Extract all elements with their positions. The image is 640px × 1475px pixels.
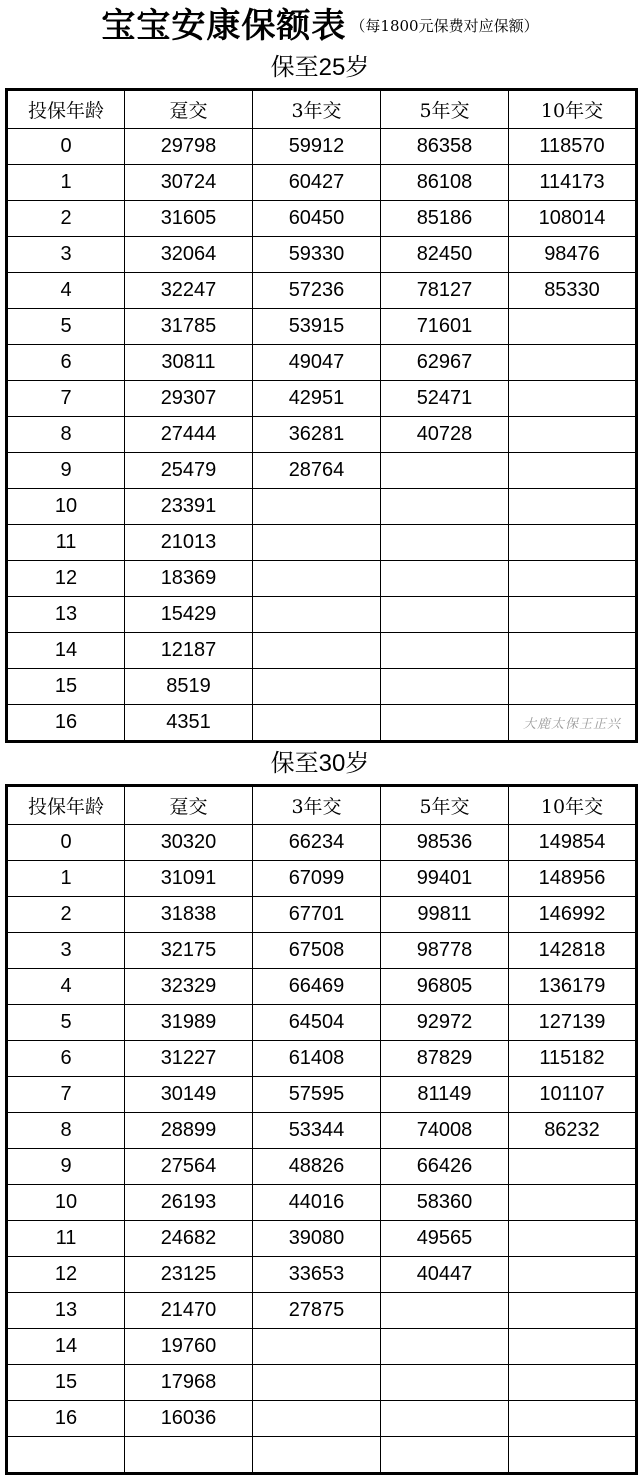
table-row [7, 453, 637, 489]
table-cell [509, 1329, 637, 1365]
table-cell: 49565 [381, 1221, 509, 1257]
table-cell: 29307 [125, 381, 253, 417]
table-cell: 1 [7, 165, 125, 201]
table-cell: 21470 [125, 1293, 253, 1329]
table-cell: 3 [7, 933, 125, 969]
table-cell [509, 489, 637, 525]
table-cell: 32247 [125, 273, 253, 309]
table-cell: 108014 [509, 201, 637, 237]
table-cell [509, 669, 637, 705]
table-cell [381, 669, 509, 705]
table-cell: 39080 [253, 1221, 381, 1257]
document-title-row [0, 0, 640, 52]
table-cell [381, 489, 509, 525]
column-header: 投保年龄 [7, 90, 125, 129]
table-cell: 5 [7, 309, 125, 345]
table-cell: 15 [7, 1365, 125, 1401]
column-header: 3年交 [253, 90, 381, 129]
table-cell: 16 [7, 1401, 125, 1437]
table-cell: 127139 [509, 1005, 637, 1041]
table-cell: 86358 [381, 129, 509, 165]
table-cell: 49047 [253, 345, 381, 381]
table-cell: 136179 [509, 969, 637, 1005]
table-header-row [7, 786, 637, 825]
table-row [7, 1329, 637, 1365]
table-cell [509, 1221, 637, 1257]
table-header-row [7, 90, 637, 129]
table-cell [509, 1365, 637, 1401]
table-cell: 67701 [253, 897, 381, 933]
table-cell: 87829 [381, 1041, 509, 1077]
table-row [7, 237, 637, 273]
table-cell: 118570 [509, 129, 637, 165]
table-cell [509, 1149, 637, 1185]
table-cell: 15429 [125, 597, 253, 633]
table-cell [253, 561, 381, 597]
table-cell: 9 [7, 453, 125, 489]
table-cell: 67508 [253, 933, 381, 969]
table-cell: 30724 [125, 165, 253, 201]
table-cell: 61408 [253, 1041, 381, 1077]
table-cell: 0 [7, 825, 125, 861]
table-row [7, 525, 637, 561]
table-cell: 149854 [509, 825, 637, 861]
table-cell: 148956 [509, 861, 637, 897]
table-cell: 98536 [381, 825, 509, 861]
table-cell: 29798 [125, 129, 253, 165]
table-cell [509, 417, 637, 453]
table-cell: 60427 [253, 165, 381, 201]
table-row [7, 201, 637, 237]
table-cell [381, 1437, 509, 1474]
table-row [7, 969, 637, 1005]
table-cell: 10 [7, 489, 125, 525]
table-row [7, 1113, 637, 1149]
table-cell [381, 1401, 509, 1437]
table-row [7, 1221, 637, 1257]
table-cell: 1 [7, 861, 125, 897]
watermark-cell [509, 705, 637, 742]
table-cell: 6 [7, 1041, 125, 1077]
section-title-30: 保至30岁 [270, 750, 370, 777]
table-row [7, 417, 637, 453]
table-cell: 48826 [253, 1149, 381, 1185]
table-cell [7, 1437, 125, 1474]
table-cell: 17968 [125, 1365, 253, 1401]
table-cell: 14 [7, 633, 125, 669]
table-row [7, 309, 637, 345]
table-cell [253, 1401, 381, 1437]
table-row [7, 1437, 637, 1474]
table-row [7, 489, 637, 525]
table-cell: 85186 [381, 201, 509, 237]
table-cell [125, 1437, 253, 1474]
table-cell [509, 309, 637, 345]
coverage-table-30 [5, 784, 638, 1475]
table-cell: 101107 [509, 1077, 637, 1113]
table-cell: 66469 [253, 969, 381, 1005]
table-cell [381, 525, 509, 561]
table-cell: 60450 [253, 201, 381, 237]
column-header: 10年交 [509, 786, 637, 825]
table-cell: 11 [7, 525, 125, 561]
table-cell: 40447 [381, 1257, 509, 1293]
table-cell: 52471 [381, 381, 509, 417]
table-cell: 92972 [381, 1005, 509, 1041]
table-cell: 13 [7, 597, 125, 633]
column-header: 5年交 [381, 786, 509, 825]
table-cell: 74008 [381, 1113, 509, 1149]
coverage-table-25 [5, 88, 638, 743]
table-cell: 31989 [125, 1005, 253, 1041]
table-cell: 31091 [125, 861, 253, 897]
table-cell [253, 597, 381, 633]
table-row [7, 1077, 637, 1113]
column-header: 投保年龄 [7, 786, 125, 825]
table-cell: 4351 [125, 705, 253, 742]
table-cell [253, 1437, 381, 1474]
table-cell: 86108 [381, 165, 509, 201]
table-cell: 62967 [381, 345, 509, 381]
table-cell: 24682 [125, 1221, 253, 1257]
table-row [7, 897, 637, 933]
table-cell [253, 525, 381, 561]
table-cell: 2 [7, 897, 125, 933]
table-cell: 7 [7, 1077, 125, 1113]
table-cell [381, 597, 509, 633]
table-cell [381, 561, 509, 597]
table-cell: 12 [7, 561, 125, 597]
table-cell: 57236 [253, 273, 381, 309]
section-title-25: 保至25岁 [270, 54, 370, 81]
table-cell: 28764 [253, 453, 381, 489]
table-row [7, 861, 637, 897]
table-cell: 82450 [381, 237, 509, 273]
table-cell: 99811 [381, 897, 509, 933]
table-row [7, 561, 637, 597]
column-header: 趸交 [125, 90, 253, 129]
table-cell: 42951 [253, 381, 381, 417]
table-cell: 59912 [253, 129, 381, 165]
table-cell: 16036 [125, 1401, 253, 1437]
table-cell: 67099 [253, 861, 381, 897]
table-cell [253, 669, 381, 705]
table-row [7, 1293, 637, 1329]
table-row [7, 129, 637, 165]
table-cell: 13 [7, 1293, 125, 1329]
table-cell: 98476 [509, 237, 637, 273]
table-row [7, 1041, 637, 1077]
table-cell [509, 345, 637, 381]
table-cell: 40728 [381, 417, 509, 453]
table-cell: 85330 [509, 273, 637, 309]
table-cell: 36281 [253, 417, 381, 453]
table-row [7, 345, 637, 381]
table-cell: 115182 [509, 1041, 637, 1077]
table-row [7, 1005, 637, 1041]
table-cell: 31838 [125, 897, 253, 933]
table-cell: 5 [7, 1005, 125, 1041]
table-row [7, 1401, 637, 1437]
table-cell [253, 633, 381, 669]
table-row [7, 933, 637, 969]
table-cell: 81149 [381, 1077, 509, 1113]
table-cell: 8 [7, 417, 125, 453]
table-cell [381, 1293, 509, 1329]
table-cell [509, 597, 637, 633]
table-cell [381, 633, 509, 669]
table-cell: 114173 [509, 165, 637, 201]
table-cell [509, 1185, 637, 1221]
table-cell: 99401 [381, 861, 509, 897]
table-cell: 4 [7, 273, 125, 309]
table-cell: 57595 [253, 1077, 381, 1113]
table-cell: 32064 [125, 237, 253, 273]
table-cell: 146992 [509, 897, 637, 933]
table-cell: 27444 [125, 417, 253, 453]
table-row [7, 705, 637, 742]
table-cell [509, 1437, 637, 1474]
table-cell [253, 1329, 381, 1365]
table-row [7, 1149, 637, 1185]
table-cell [381, 1365, 509, 1401]
table-cell: 66234 [253, 825, 381, 861]
table-cell: 3 [7, 237, 125, 273]
table-cell: 53915 [253, 309, 381, 345]
table-cell [253, 1365, 381, 1401]
table-cell: 15 [7, 669, 125, 705]
table-cell [381, 1329, 509, 1365]
table-cell [509, 381, 637, 417]
table-cell: 8 [7, 1113, 125, 1149]
table-cell: 59330 [253, 237, 381, 273]
table-cell [381, 705, 509, 742]
table-row [7, 825, 637, 861]
table-cell: 7 [7, 381, 125, 417]
table-cell: 64504 [253, 1005, 381, 1041]
table-cell: 30320 [125, 825, 253, 861]
table-cell: 23391 [125, 489, 253, 525]
table-cell: 9 [7, 1149, 125, 1185]
table-cell: 0 [7, 129, 125, 165]
table-cell: 86232 [509, 1113, 637, 1149]
table-cell: 19760 [125, 1329, 253, 1365]
table-cell: 12 [7, 1257, 125, 1293]
table-cell: 10 [7, 1185, 125, 1221]
column-header: 趸交 [125, 786, 253, 825]
table-row [7, 165, 637, 201]
table-row [7, 669, 637, 705]
table-cell: 32329 [125, 969, 253, 1005]
table-cell [381, 453, 509, 489]
table-cell: 14 [7, 1329, 125, 1365]
table-cell: 142818 [509, 933, 637, 969]
table-cell: 2 [7, 201, 125, 237]
table-cell: 78127 [381, 273, 509, 309]
table-cell [509, 1257, 637, 1293]
table-cell: 66426 [381, 1149, 509, 1185]
table-cell: 27564 [125, 1149, 253, 1185]
table-cell: 6 [7, 345, 125, 381]
table-cell [509, 633, 637, 669]
table-row [7, 273, 637, 309]
table-cell: 21013 [125, 525, 253, 561]
document-title: 宝宝安康保额表 [101, 6, 347, 46]
table-cell: 11 [7, 1221, 125, 1257]
table-cell: 28899 [125, 1113, 253, 1149]
table-cell: 25479 [125, 453, 253, 489]
table-cell [509, 1401, 637, 1437]
table-cell: 30149 [125, 1077, 253, 1113]
table-cell: 18369 [125, 561, 253, 597]
table-cell: 32175 [125, 933, 253, 969]
table-cell [509, 1293, 637, 1329]
table-row [7, 597, 637, 633]
table-cell: 31605 [125, 201, 253, 237]
document-subtitle: （每1800元保费对应保额） [350, 17, 539, 35]
column-header: 3年交 [253, 786, 381, 825]
table-cell: 96805 [381, 969, 509, 1005]
table-cell [253, 489, 381, 525]
table-row [7, 381, 637, 417]
table-row [7, 1257, 637, 1293]
column-header: 10年交 [509, 90, 637, 129]
table-cell: 30811 [125, 345, 253, 381]
table-cell: 44016 [253, 1185, 381, 1221]
table-cell: 4 [7, 969, 125, 1005]
table-cell: 8519 [125, 669, 253, 705]
table-cell: 71601 [381, 309, 509, 345]
table-cell: 33653 [253, 1257, 381, 1293]
table-cell: 16 [7, 705, 125, 742]
table-cell: 23125 [125, 1257, 253, 1293]
table-cell: 31785 [125, 309, 253, 345]
watermark-text: 大鹿太保王正兴 [522, 717, 621, 732]
table-cell [509, 561, 637, 597]
table-cell [253, 705, 381, 742]
table-cell: 58360 [381, 1185, 509, 1221]
table-row [7, 633, 637, 669]
table-row [7, 1365, 637, 1401]
table-cell: 53344 [253, 1113, 381, 1149]
table-cell: 12187 [125, 633, 253, 669]
table-cell: 98778 [381, 933, 509, 969]
table-cell [509, 453, 637, 489]
table-row [7, 1185, 637, 1221]
table-cell [509, 525, 637, 561]
column-header: 5年交 [381, 90, 509, 129]
table-cell: 26193 [125, 1185, 253, 1221]
table-cell: 31227 [125, 1041, 253, 1077]
table-cell: 27875 [253, 1293, 381, 1329]
